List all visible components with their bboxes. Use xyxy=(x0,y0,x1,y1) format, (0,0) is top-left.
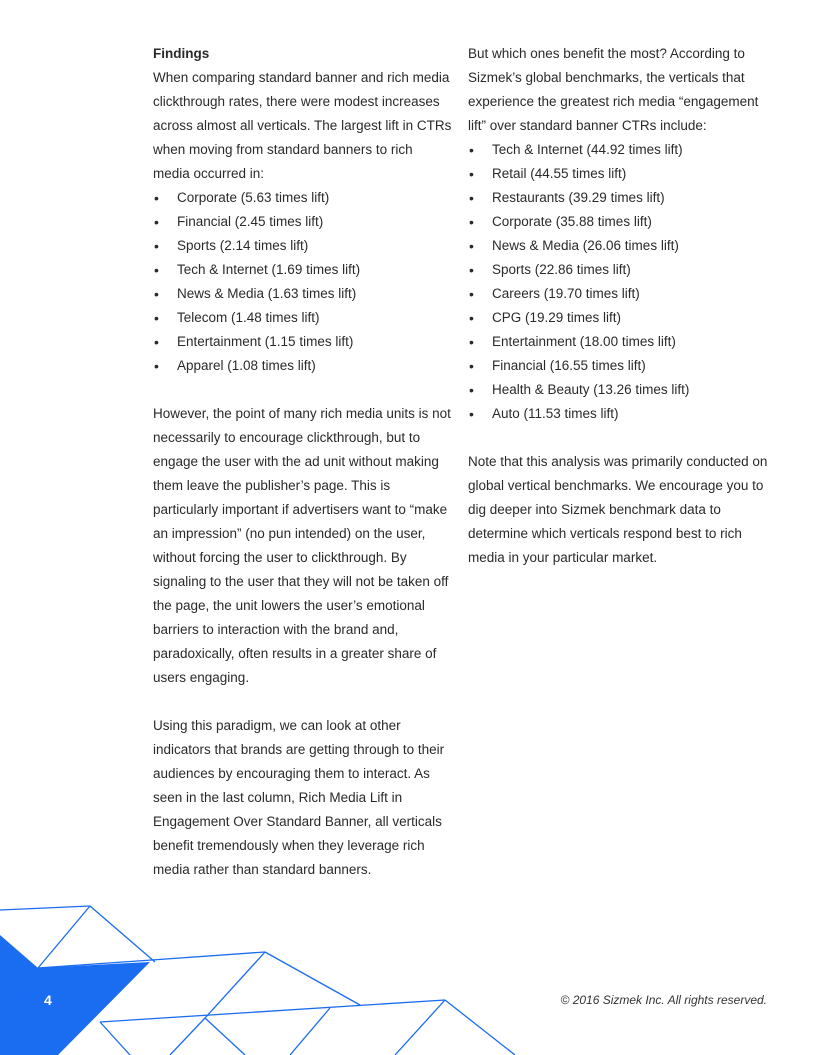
blue-corner-shape xyxy=(0,935,150,1055)
list-item: • Tech & Internet (1.69 times lift) xyxy=(153,258,453,282)
list-item: • Corporate (35.88 times lift) xyxy=(468,210,773,234)
copyright-notice: © 2016 Sizmek Inc. All rights reserved. xyxy=(560,993,767,1007)
paragraph-gap xyxy=(153,690,453,714)
engagement-paragraph: However, the point of many rich media units is not necessarily to encourage clickthrough, but to engage the user with the ad unit without making them leave the publisher’s page. This is particularly important if advertisers want to “make an impression” (no pun intended) on the user, without forcing the user to clickthrough. By signaling to the user that they will not be taken off the page, the unit lowers the user’s emotional barriers to interaction with the brand and, paradoxically, often results in a greater share of users engaging. xyxy=(153,406,451,685)
list-item: • Apparel (1.08 times lift) xyxy=(153,354,453,378)
findings-intro: When comparing standard banner and rich media clickthrough rates, there were modest increases across almost all verticals. The largest lift in CTRs when moving from standard banners to rich media occurred in: xyxy=(153,70,452,181)
engagement-lift-list xyxy=(468,138,773,426)
list-item: • Health & Beauty (13.26 times lift) xyxy=(468,378,773,402)
list-item: • Retail (44.55 times lift) xyxy=(468,162,773,186)
right-column xyxy=(468,42,773,570)
section-heading: Findings xyxy=(153,46,210,61)
list-item: • Entertainment (1.15 times lift) xyxy=(153,330,453,354)
list-item: • Auto (11.53 times lift) xyxy=(468,402,773,426)
list-item: • Tech & Internet (44.92 times lift) xyxy=(468,138,773,162)
list-item: • News & Media (1.63 times lift) xyxy=(153,282,453,306)
triangle-pattern-decoration xyxy=(0,890,520,1055)
page-number: 4 xyxy=(44,992,52,1008)
list-item: • Sports (22.86 times lift) xyxy=(468,258,773,282)
paragraph-gap xyxy=(153,378,453,402)
list-item: • Telecom (1.48 times lift) xyxy=(153,306,453,330)
list-item: • Careers (19.70 times lift) xyxy=(468,282,773,306)
left-column xyxy=(153,42,453,882)
list-item: • CPG (19.29 times lift) xyxy=(468,306,773,330)
list-item: • Corporate (5.63 times lift) xyxy=(153,186,453,210)
list-item: • Sports (2.14 times lift) xyxy=(153,234,453,258)
ctr-lift-list xyxy=(153,186,453,378)
list-item: • Financial (16.55 times lift) xyxy=(468,354,773,378)
note-paragraph: Note that this analysis was primarily conducted on global vertical benchmarks. We encourage you to dig deeper into Sizmek benchmark data to determine which verticals respond best to rich media in your particular market. xyxy=(468,454,768,565)
paragraph-gap xyxy=(468,426,773,450)
list-item: • Entertainment (18.00 times lift) xyxy=(468,330,773,354)
list-item: • Financial (2.45 times lift) xyxy=(153,210,453,234)
paradigm-paragraph: Using this paradigm, we can look at other indicators that brands are getting through to their audiences by encouraging them to interact. As seen in the last column, Rich Media Lift in Engagement Over Standard Banner, all verticals benefit tremendously when they leverage rich media rather than standard banners. xyxy=(153,718,445,877)
benchmark-intro: But which ones benefit the most? According to Sizmek’s global benchmarks, the verticals that experience the greatest rich media “engagement lift” over standard banner CTRs include: xyxy=(468,46,759,133)
list-item: • News & Media (26.06 times lift) xyxy=(468,234,773,258)
list-item: • Restaurants (39.29 times lift) xyxy=(468,186,773,210)
